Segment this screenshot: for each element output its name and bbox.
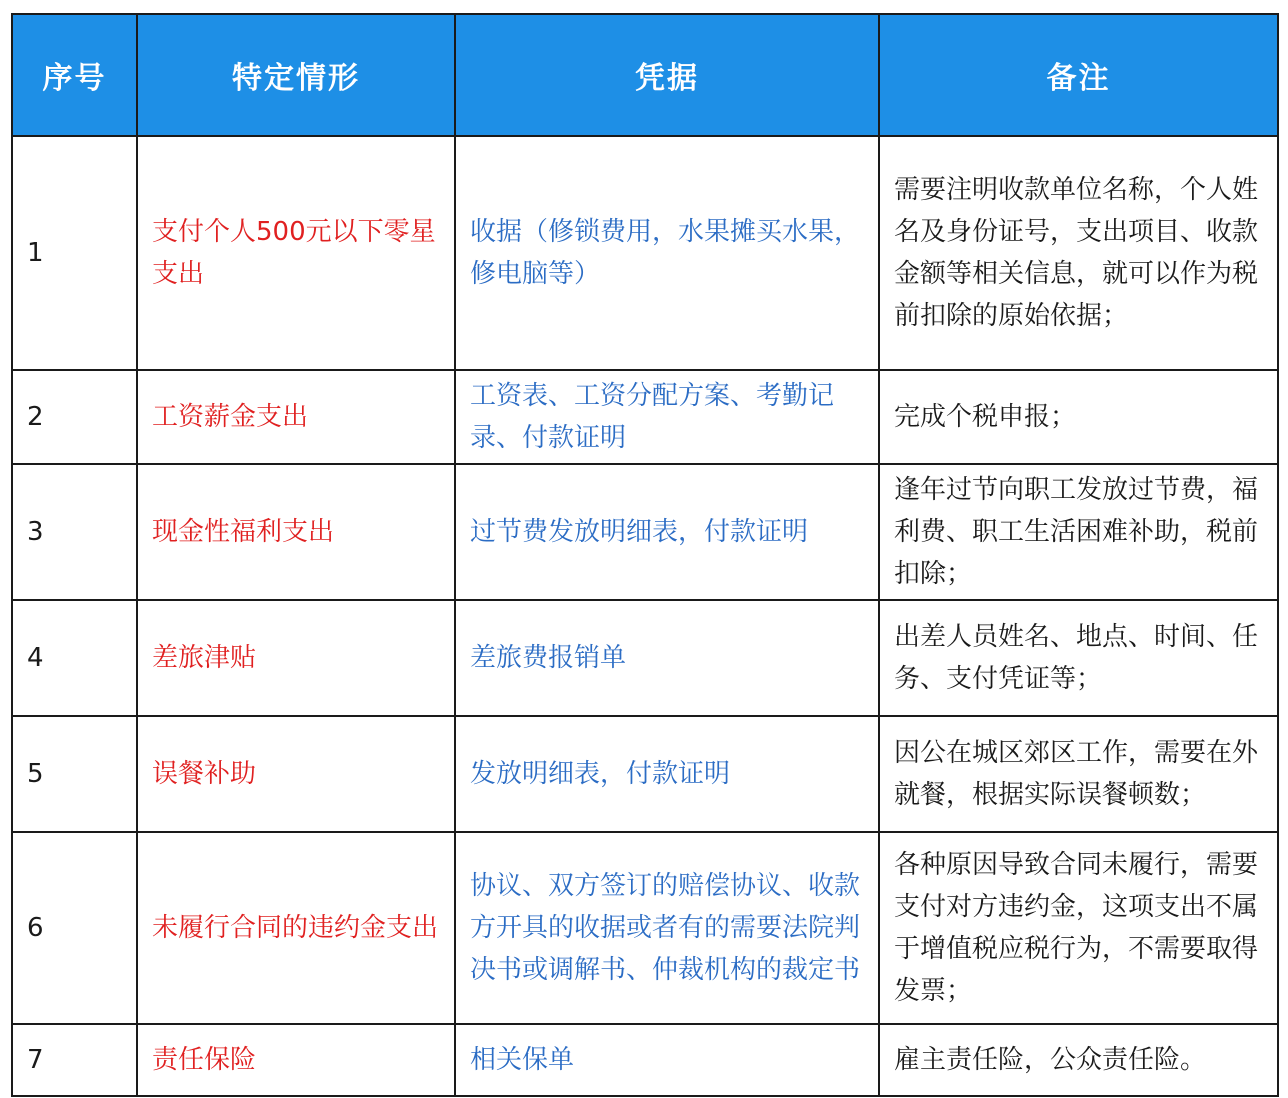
cell-seq: 3 xyxy=(12,464,137,600)
cell-note: 雇主责任险，公众责任险。 xyxy=(879,1024,1278,1096)
table-body xyxy=(12,136,1278,1096)
cell-note: 因公在城区郊区工作，需要在外就餐，根据实际误餐顿数； xyxy=(879,716,1278,832)
cell-evidence: 差旅费报销单 xyxy=(455,600,879,716)
header-seq: 序号 xyxy=(12,14,137,136)
header-note: 备注 xyxy=(879,14,1278,136)
cell-seq: 5 xyxy=(12,716,137,832)
cell-note: 需要注明收款单位名称，个人姓名及身份证号，支出项目、收款金额等相关信息，就可以作为税前扣除的原始依据； xyxy=(879,136,1278,370)
cell-seq: 2 xyxy=(12,370,137,464)
header-situation: 特定情形 xyxy=(137,14,455,136)
cell-seq: 4 xyxy=(12,600,137,716)
cell-situation: 误餐补助 xyxy=(137,716,455,832)
header-row xyxy=(12,14,1278,136)
table-row xyxy=(12,136,1278,370)
table-row xyxy=(12,464,1278,600)
expense-table-container xyxy=(11,13,1277,1097)
cell-note: 逢年过节向职工发放过节费，福利费、职工生活困难补助，税前扣除； xyxy=(879,464,1278,600)
expense-evidence-table xyxy=(11,13,1279,1097)
table-row xyxy=(12,600,1278,716)
cell-situation: 差旅津贴 xyxy=(137,600,455,716)
table-row xyxy=(12,832,1278,1024)
cell-evidence: 协议、双方签订的赔偿协议、收款方开具的收据或者有的需要法院判决书或调解书、仲裁机构的裁定书 xyxy=(455,832,879,1024)
cell-note: 出差人员姓名、地点、时间、任务、支付凭证等； xyxy=(879,600,1278,716)
cell-evidence: 相关保单 xyxy=(455,1024,879,1096)
cell-evidence: 收据（修锁费用，水果摊买水果，修电脑等） xyxy=(455,136,879,370)
cell-situation: 责任保险 xyxy=(137,1024,455,1096)
cell-evidence: 过节费发放明细表，付款证明 xyxy=(455,464,879,600)
header-evidence: 凭据 xyxy=(455,14,879,136)
table-row xyxy=(12,716,1278,832)
cell-seq: 7 xyxy=(12,1024,137,1096)
cell-seq: 1 xyxy=(12,136,137,370)
cell-evidence: 工资表、工资分配方案、考勤记录、付款证明 xyxy=(455,370,879,464)
table-row xyxy=(12,370,1278,464)
cell-evidence: 发放明细表，付款证明 xyxy=(455,716,879,832)
table-header xyxy=(12,14,1278,136)
cell-situation: 现金性福利支出 xyxy=(137,464,455,600)
cell-situation: 支付个人500元以下零星支出 xyxy=(137,136,455,370)
table-row xyxy=(12,1024,1278,1096)
cell-seq: 6 xyxy=(12,832,137,1024)
cell-note: 完成个税申报； xyxy=(879,370,1278,464)
cell-situation: 工资薪金支出 xyxy=(137,370,455,464)
cell-situation: 未履行合同的违约金支出 xyxy=(137,832,455,1024)
cell-note: 各种原因导致合同未履行，需要支付对方违约金，这项支出不属于增值税应税行为，不需要取得发票； xyxy=(879,832,1278,1024)
